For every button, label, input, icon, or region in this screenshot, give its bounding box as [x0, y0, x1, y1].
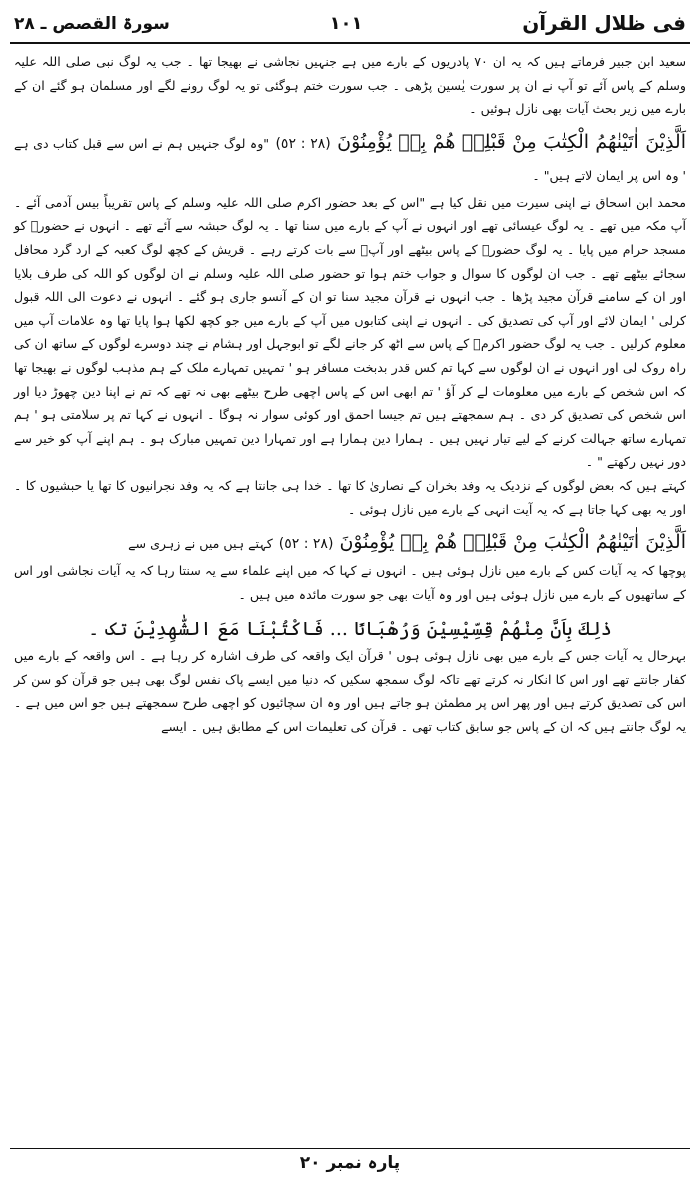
ayah-3-suffix: تک ۔ [88, 618, 128, 641]
ayah-2 [14, 527, 686, 559]
page-body [14, 50, 686, 739]
sura-name: سورۃ القصص ـ ٢٨ [14, 13, 170, 34]
footer-divider [10, 1148, 690, 1149]
paragraph-5: بہرحال یہ آیات جس کے بارے میں بھی نازل ہوئی ہوں ' قرآن ایک واقعہ کی طرف اشارہ کر رہا ہے ۔ اس واقعہ کے بارے میں کفار جانتے تھے اور اس کا انکار نہ کرتے تھے تاکہ لوگ سمجھ سکیں کہ دنیا میں ایسے پاک نفس لوگ بھی ہیں جو قرآن کو سن کر اس کی تصدیق کرتے ہیں اور پھر اس پر مطمئن ہو جاتے ہیں اور وہ ان سچائیوں کو اچھی طرح سمجھتے ہیں جو اس میں ہے ۔ یہ لوگ جانتے ہیں کہ ان کے پاس جو سابق کتاب تھی ۔ قرآن کی تعلیمات اس کے مطابق ہیں ۔ ایسے [14, 648, 686, 735]
ayah-3-arabic: ذٰلِكَ بِاَنَّ مِنْهُمْ قِسِّیْسِیْنَ وَرُهْبَانًا ... فَاكْتُبْنَا مَعَ الشّٰهِدِیْنَ [133, 618, 612, 641]
page-header [14, 6, 686, 40]
ayah-1 [14, 127, 686, 191]
paragraph-2: محمد ابن اسحاق نے اپنی سیرت میں نقل کیا ہے "اس کے بعد حضور اکرم صلی اللہ علیہ وسلم کے پاس تقریباً بیس آدمی آئے ۔ آپ مکہ میں تھے ۔ یہ لوگ عیسائی تھے اور انہوں نے آپ کے بارے میں سنا تھا ۔ یہ لوگ حبشہ سے آئے تھے ۔ انہوں نے حضورؐ کو مسجد حرام میں پایا ۔ یہ لوگ حضورؐ کے پاس بیٹھے اور آپؐ سے بات کرتے رہے ۔ قریش کے کچھ لوگ کعبہ کے ارد گرد محافل سجائے بیٹھے تھے ۔ جب ان لوگوں کا سوال و جواب ختم ہوا تو حضور صلی اللہ علیہ وسلم نے ان لوگوں کو اللہ کی طرف بلایا اور ان کے سامنے قرآن مجید پڑھا ۔ جب انہوں نے قرآن مجید سنا تو ان کے آنسو جاری ہو گئے ۔ انہوں نے دعوت الی اللہ قبول کرلی ' ایمان لائے اور آپ کی تصدیق کی ۔ انہوں نے اپنی کتابوں میں آپ کے بارے میں جو کچھ لکھا ہوا پایا تھا وہ علامات آپ میں معلوم کرلیں ۔ جب یہ لوگ حضور اکرمؐ کے پاس سے اٹھ کر جانے لگے تو ابوجہل اور ہشام نے چند دوسرے لوگوں کے ساتھ ان کی راہ روک لی اور انہوں نے ان لوگوں سے کہا تم کس قدر بدبخت مسافر ہو ' تمہیں تمہارے ملک کے ہم مذہب لوگوں نے بھیجا تھا کہ اس شخص کے بارے میں معلومات لے کر آؤ ' تم ابھی اس کے پاس اچھی طرح بیٹھے بھی نہ تھے کہ تم نے اپنا دین چھوڑ دیا اور اس شخص کی تصدیق کر دی ۔ ہم سمجھتے ہیں تم جیسا احمق اور کوئی سوار نہ ہوگا ۔ انہوں نے کہا تم پر سلامتی ہو ' ہم تمہارے ساتھ جہالت کرنے کے لیے تیار نہیں ہیں ۔ ہمارا دین ہمارا ہے اور تمہارا دین تمہیں مبارک ہو ۔ ہم اپنے آپ کو خیر سے دور نہیں رکھتے " ۔ [14, 194, 686, 470]
ayah-1-reference: (٢٨ : ٥٢) [275, 135, 331, 152]
paragraph-3: کہتے ہیں کہ بعض لوگوں کے نزدیک یہ وفد بخران کے نصاریٰ کا تھا ۔ خدا ہی جانتا ہے کہ یہ وفد نجرانیوں کا تھا یا حبشیوں کا ۔ اور یہ بھی کہا جاتا ہے کہ یہ آیت انہی کے بارے میں نازل ہوئی ۔ [14, 477, 686, 517]
para-number: پارہ نمبر ٢٠ [299, 1153, 401, 1173]
ayah-2-reference: (٢٨ : ٥٢) [278, 536, 334, 553]
ayah-2-continuation: کہتے ہیں میں نے زہری سے [128, 536, 273, 552]
ayah-1-translation: "وہ لوگ جنہیں ہم نے اس سے قبل کتاب دی ہے ' وہ اس پر ایمان لاتے ہیں" ۔ [14, 135, 686, 183]
ayah-3 [14, 614, 686, 644]
ayah-2-arabic: اَلَّذِیْنَ اٰتَیْنٰهُمُ الْكِتٰبَ مِنْ قَبْلِهٖ هُمْ بِهٖ یُؤْمِنُوْنَ [339, 531, 686, 554]
header-divider [10, 42, 690, 44]
ayah-1-arabic: اَلَّذِیْنَ اٰتَیْنٰهُمُ الْكِتٰبَ مِنْ قَبْلِهٖ هُمْ بِهٖ یُؤْمِنُوْنَ [337, 130, 686, 153]
paragraph-1: سعید ابن جبیر فرماتے ہیں کہ یہ ان ٧٠ پادریوں کے بارے میں ہے جنہیں نجاشی نے بھیجا تھا ۔ جب یہ لوگ نبی صلی اللہ علیہ وسلم کے پاس آئے تو آپ نے ان پر سورت یٰسین پڑھی ۔ جب سورت ختم ہوگئی تو یہ لوگ رونے لگے اور مسلمان ہو گئے ان کے بارے میں زیر بحث آیات بھی نازل ہوئیں ۔ [14, 54, 687, 117]
paragraph-4: پوچھا کہ یہ آیات کس کے بارے میں نازل ہوئی ہیں ۔ انہوں نے کہا کہ میں اپنے علماء سے یہ سنتا رہا کہ یہ آیات نجاشی اور اس کے ساتھیوں کے بارے میں نازل ہوئی ہیں اور وہ آیات بھی جو سورت مائدہ میں ہیں ۔ [14, 563, 686, 602]
page-number: ١٠١ [329, 12, 363, 34]
book-title: فی ظلال القرآن [522, 11, 686, 35]
